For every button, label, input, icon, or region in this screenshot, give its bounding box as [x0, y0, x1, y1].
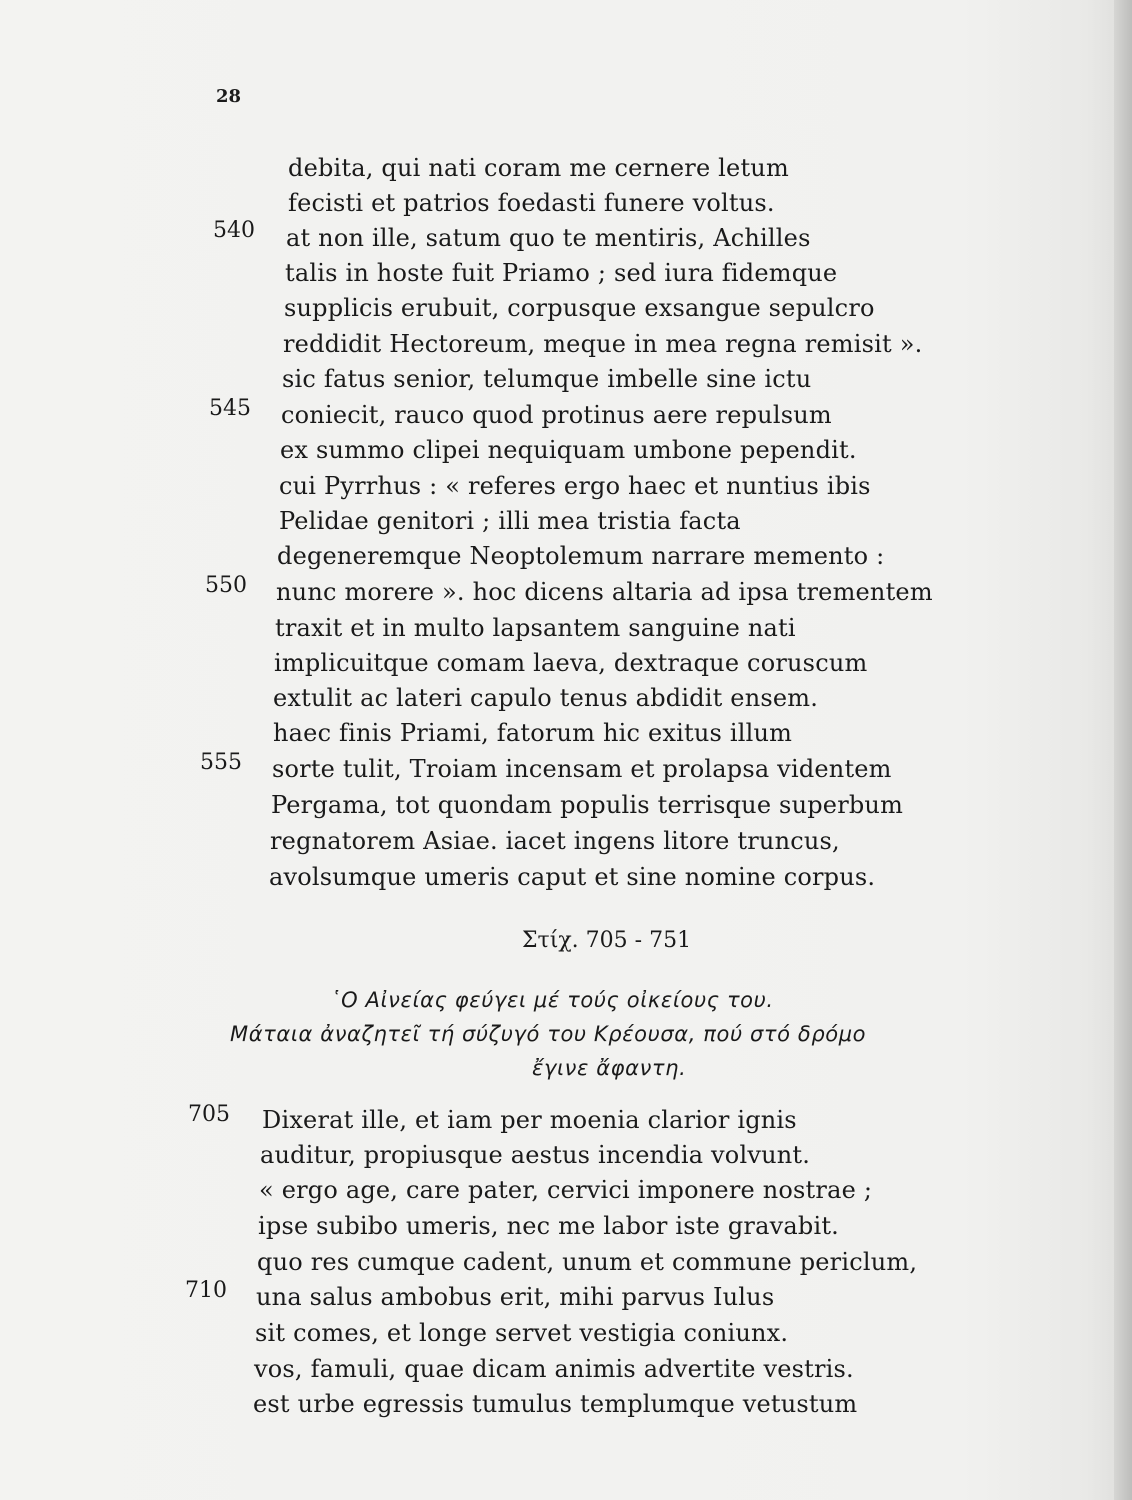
greek-summary-line: ἔγινε ἄφαντη. — [532, 1056, 687, 1080]
verse-line: Pelidae genitori ; illi mea tristia facta — [279, 507, 741, 535]
verse-line: sic fatus senior, telumque imbelle sine ictu — [282, 365, 812, 393]
verse-line: traxit et in multo lapsantem sanguine nati — [275, 614, 796, 642]
verse-line: auditur, propiusque aestus incendia volvunt. — [260, 1141, 811, 1169]
line-number: 705 — [188, 1102, 230, 1127]
greek-summary-line: ῾Ο Αἰνείας φεύγει μέ τούς οἰκείους του. — [330, 988, 774, 1012]
section-heading: Στίχ. 705 - 751 — [522, 928, 692, 953]
verse-line: nunc morere ». hoc dicens altaria ad ipsa trementem — [276, 578, 933, 606]
page-edge — [1114, 0, 1132, 1500]
verse-line: ipse subibo umeris, nec me labor iste gravabit. — [258, 1212, 839, 1240]
verse-line: extulit ac lateri capulo tenus abdidit ensem. — [273, 684, 819, 712]
line-number: 545 — [209, 396, 251, 421]
line-number: 710 — [185, 1278, 227, 1303]
verse-line: reddidit Hectoreum, meque in mea regna remisit ». — [283, 330, 923, 358]
verse-line: degeneremque Neoptolemum narrare memento : — [277, 542, 885, 570]
verse-line: coniecit, rauco quod protinus aere repulsum — [281, 401, 832, 429]
verse-line: « ergo age, care pater, cervici imponere nostrae ; — [259, 1176, 873, 1204]
page-number: 28 — [216, 86, 242, 107]
line-number: 540 — [213, 218, 255, 243]
line-number: 555 — [200, 750, 242, 775]
verse-line: debita, qui nati coram me cernere letum — [288, 154, 789, 182]
verse-line: cui Pyrrhus : « referes ergo haec et nuntius ibis — [279, 472, 871, 500]
verse-line: vos, famuli, quae dicam animis advertite vestris. — [254, 1355, 854, 1383]
verse-line: est urbe egressis tumulus templumque vetustum — [253, 1390, 858, 1418]
verse-line: ex summo clipei nequiquam umbone pependit. — [280, 436, 857, 464]
greek-summary-line: Μάταια ἀναζητεῖ τή σύζυγό του Κρέουσα, πού στό δρόμο — [230, 1022, 867, 1046]
verse-line: fecisti et patrios foedasti funere voltus. — [288, 189, 775, 217]
verse-line: sit comes, et longe servet vestigia coniunx. — [255, 1319, 789, 1347]
verse-line: talis in hoste fuit Priamo ; sed iura fidemque — [285, 259, 838, 287]
verse-line: at non ille, satum quo te mentiris, Achilles — [286, 224, 811, 252]
verse-line: haec finis Priami, fatorum hic exitus illum — [273, 719, 793, 747]
verse-line: implicuitque comam laeva, dextraque coruscum — [274, 649, 868, 677]
verse-line: sorte tulit, Troiam incensam et prolapsa videntem — [272, 755, 892, 783]
verse-line: Pergama, tot quondam populis terrisque superbum — [271, 791, 904, 819]
verse-line: supplicis erubuit, corpusque exsangue sepulcro — [284, 294, 875, 322]
verse-line: una salus ambobus erit, mihi parvus Iulus — [256, 1283, 775, 1311]
verse-line: avolsumque umeris caput et sine nomine corpus. — [269, 863, 876, 891]
line-number: 550 — [205, 573, 247, 598]
verse-line: quo res cumque cadent, unum et commune periclum, — [257, 1248, 918, 1276]
verse-line: regnatorem Asiae. iacet ingens litore truncus, — [270, 827, 840, 855]
verse-line: Dixerat ille, et iam per moenia clarior ignis — [262, 1106, 797, 1134]
